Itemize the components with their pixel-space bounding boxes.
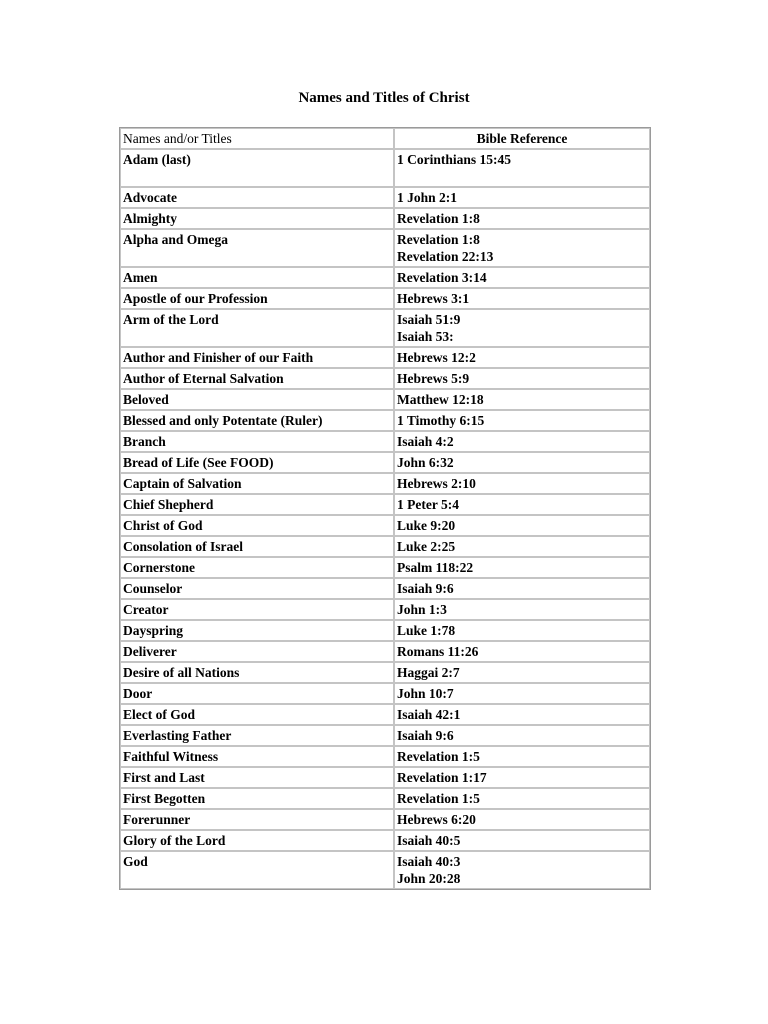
reference-cell [394, 452, 650, 473]
bible-reference: Luke 2:25 [397, 539, 456, 554]
bible-reference: Revelation 1:5 [397, 749, 480, 764]
title-cell: Dayspring [120, 620, 394, 641]
title-cell: Everlasting Father [120, 725, 394, 746]
title-cell: God [120, 851, 394, 889]
bible-reference: Revelation 22:13 [397, 249, 494, 264]
table-row [120, 851, 650, 889]
reference-cell [394, 788, 650, 809]
title-cell: First and Last [120, 767, 394, 788]
title-cell: Consolation of Israel [120, 536, 394, 557]
reference-cell [394, 288, 650, 309]
reference-cell [394, 473, 650, 494]
bible-reference: Hebrews 12:2 [397, 350, 476, 365]
bible-reference: Hebrews 6:20 [397, 812, 476, 827]
column-header-names: Names and/or Titles [120, 128, 394, 149]
title-cell: Counselor [120, 578, 394, 599]
reference-cell [394, 662, 650, 683]
title-cell: Captain of Salvation [120, 473, 394, 494]
reference-cell [394, 620, 650, 641]
bible-reference: 1 Peter 5:4 [397, 497, 459, 512]
reference-cell [394, 389, 650, 410]
table-row [120, 662, 650, 683]
table-row [120, 473, 650, 494]
bible-reference: Isaiah 4:2 [397, 434, 454, 449]
table-row [120, 389, 650, 410]
bible-reference: Luke 9:20 [397, 518, 456, 533]
column-header-reference: Bible Reference [394, 128, 650, 149]
title-cell: Cornerstone [120, 557, 394, 578]
table-row [120, 431, 650, 452]
reference-cell [394, 347, 650, 368]
table-row [120, 288, 650, 309]
reference-cell [394, 536, 650, 557]
bible-reference: Hebrews 3:1 [397, 291, 470, 306]
table-body [120, 149, 650, 889]
bible-reference: 1 John 2:1 [397, 190, 458, 205]
title-cell: Door [120, 683, 394, 704]
table-row [120, 578, 650, 599]
table-row [120, 536, 650, 557]
title-cell: Arm of the Lord [120, 309, 394, 347]
bible-reference: Hebrews 5:9 [397, 371, 470, 386]
bible-reference: Revelation 3:14 [397, 270, 487, 285]
reference-cell [394, 557, 650, 578]
table-row [120, 347, 650, 368]
reference-cell [394, 578, 650, 599]
reference-cell [394, 641, 650, 662]
reference-cell [394, 767, 650, 788]
bible-reference: Matthew 12:18 [397, 392, 484, 407]
reference-cell [394, 229, 650, 267]
reference-cell [394, 309, 650, 347]
reference-cell [394, 809, 650, 830]
title-cell: Almighty [120, 208, 394, 229]
bible-reference: Haggai 2:7 [397, 665, 460, 680]
bible-reference: Hebrews 2:10 [397, 476, 476, 491]
title-cell: Forerunner [120, 809, 394, 830]
bible-reference: 1 Corinthians 15:45 [397, 152, 512, 167]
bible-reference: Isaiah 42:1 [397, 707, 461, 722]
table-row [120, 410, 650, 431]
reference-cell [394, 149, 650, 187]
table-row [120, 452, 650, 473]
title-cell: Glory of the Lord [120, 830, 394, 851]
bible-reference: Isaiah 51:9 [397, 312, 461, 327]
title-cell: Amen [120, 267, 394, 288]
bible-reference: Revelation 1:8 [397, 232, 480, 247]
page-title: Names and Titles of Christ [298, 90, 470, 106]
table-row [120, 704, 650, 725]
table-row [120, 767, 650, 788]
reference-cell [394, 725, 650, 746]
table-row [120, 309, 650, 347]
title-cell: Deliverer [120, 641, 394, 662]
reference-cell [394, 208, 650, 229]
table-row [120, 788, 650, 809]
reference-cell [394, 515, 650, 536]
bible-reference: Revelation 1:8 [397, 211, 480, 226]
table-row [120, 809, 650, 830]
table-row [120, 683, 650, 704]
table-row [120, 515, 650, 536]
title-cell: Chief Shepherd [120, 494, 394, 515]
table-row [120, 557, 650, 578]
bible-reference: Isaiah 40:3 [397, 854, 461, 869]
bible-reference: Psalm 118:22 [397, 560, 474, 575]
reference-cell [394, 494, 650, 515]
bible-reference: 1 Timothy 6:15 [397, 413, 485, 428]
title-cell: Desire of all Nations [120, 662, 394, 683]
reference-cell [394, 704, 650, 725]
title-cell: First Begotten [120, 788, 394, 809]
bible-reference: Revelation 1:5 [397, 791, 480, 806]
title-cell: Author of Eternal Salvation [120, 368, 394, 389]
table-row [120, 725, 650, 746]
reference-cell [394, 683, 650, 704]
bible-reference: Isaiah 9:6 [397, 728, 454, 743]
names-table [119, 127, 651, 890]
title-cell: Bread of Life (See FOOD) [120, 452, 394, 473]
reference-cell [394, 830, 650, 851]
title-cell: Blessed and only Potentate (Ruler) [120, 410, 394, 431]
table-row [120, 187, 650, 208]
title-cell: Alpha and Omega [120, 229, 394, 267]
bible-reference: Isaiah 9:6 [397, 581, 454, 596]
table-row [120, 746, 650, 767]
table-row [120, 641, 650, 662]
title-cell: Apostle of our Profession [120, 288, 394, 309]
title-cell: Beloved [120, 389, 394, 410]
bible-reference: John 1:3 [397, 602, 447, 617]
table-row [120, 599, 650, 620]
bible-reference: John 10:7 [397, 686, 454, 701]
bible-reference: Romans 11:26 [397, 644, 479, 659]
title-cell: Advocate [120, 187, 394, 208]
table-row [120, 149, 650, 187]
reference-cell [394, 368, 650, 389]
title-cell: Faithful Witness [120, 746, 394, 767]
bible-reference: Isaiah 53: [397, 329, 454, 344]
bible-reference: Luke 1:78 [397, 623, 456, 638]
table-row [120, 208, 650, 229]
title-cell: Christ of God [120, 515, 394, 536]
table-header-row [120, 128, 650, 149]
table-row [120, 368, 650, 389]
reference-cell [394, 851, 650, 889]
bible-reference: Revelation 1:17 [397, 770, 487, 785]
table-row [120, 620, 650, 641]
reference-cell [394, 267, 650, 288]
title-cell: Adam (last) [120, 149, 394, 187]
title-cell: Branch [120, 431, 394, 452]
table-row [120, 267, 650, 288]
reference-cell [394, 599, 650, 620]
table-row [120, 229, 650, 267]
reference-cell [394, 746, 650, 767]
reference-cell [394, 431, 650, 452]
bible-reference: Isaiah 40:5 [397, 833, 461, 848]
reference-cell [394, 410, 650, 431]
title-cell: Creator [120, 599, 394, 620]
table-row [120, 494, 650, 515]
title-cell: Elect of God [120, 704, 394, 725]
title-cell: Author and Finisher of our Faith [120, 347, 394, 368]
reference-cell [394, 187, 650, 208]
table-row [120, 830, 650, 851]
bible-reference: John 6:32 [397, 455, 454, 470]
bible-reference: John 20:28 [397, 871, 461, 886]
